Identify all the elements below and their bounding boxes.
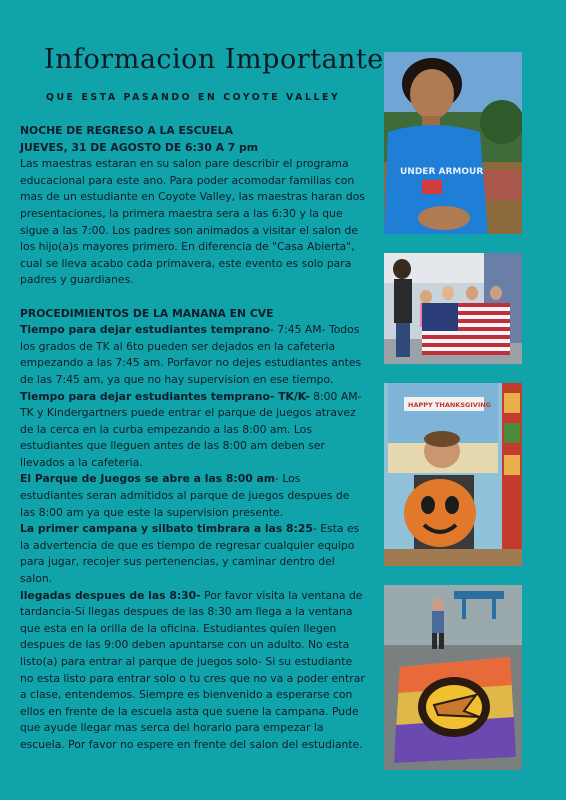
procedure-item <box>20 389 365 472</box>
procedure-text: - Los estudiantes seran admitidos al parque de juegos despues de las 8:00 am ya que este la supervision presente. <box>20 472 350 519</box>
photo-boy-holding-object <box>384 52 522 234</box>
shirt-logo-text: UNDER ARMOUR <box>400 167 484 177</box>
page-subtitle: QUE ESTA PASANDO EN COYOTE VALLEY <box>46 92 341 103</box>
page-title: Informacion Importante <box>44 44 384 75</box>
procedure-label: La primer campana y silbato timbrara a las 8:25 <box>20 522 313 536</box>
banner-text: HAPPY THANKSGIVING <box>408 401 492 409</box>
section-heading-back-to-school: NOCHE DE REGRESO A LA ESCUELA <box>20 124 233 137</box>
procedure-item <box>20 521 365 587</box>
procedure-item <box>20 471 365 521</box>
event-date: JUEVES, 31 DE AGOSTO DE 6:30 A 7 pm <box>20 140 258 154</box>
photo-students-with-flag <box>384 253 522 364</box>
photo-boy-with-pumpkin-art <box>384 383 522 566</box>
procedure-text: - Esta es la advertencia de que es tiempo de regresar cualquier equipo para jugar, recojer sus pertenencias, y caminar dentro del salon. <box>20 522 360 586</box>
procedure-label: El Parque de Juegos se abre a las 8:00 am <box>20 472 276 486</box>
main-content <box>20 123 365 754</box>
section-body-back-to-school: Las maestras estaran en su salon pare describir el programa educacional para este ano. Para poder acomodar familias con mas de un estudiante en Coyote Valley, las maestras haran dos presentaciones, la primera maestra sera a las 6:30 y la que sigue a las 7:00. Los padres son animados a visitar el salon de los hijo(a)s mayores primero. En diferencia de "Casa Abierta", cual se lleva acabo cada primavera, este evento es solo para padres y guardianes. <box>20 157 365 287</box>
photo-painted-playground-mural <box>384 585 522 770</box>
procedure-label: Tiempo para dejar estudiantes temprano- TK/K- <box>20 389 310 403</box>
procedure-text: Por favor visita la ventana de tardancia-Si llegas despues de las 8:30 am llega a la ventana que esta en la orilla de la oficina. Estudiantes quien llegen despues de las 9:00 deben apuntarse con un adulto. No esta listo(a) para entrar al parque de juegos solo- Si su estudiante no esta listo para entrar solo o tu cres que no va a poder entrar a clase, entendemos. Siempre es bienvenido a esperarse con ellos en frente de la escuela asta que suene la campana. Pude que ayude llegar mas serca del horario para empezar la escuela. Por favor no espere en frente del salon del estudiante. <box>20 588 365 751</box>
procedure-label: llegadas despues de las 8:30- <box>20 588 201 602</box>
procedure-item <box>20 588 365 754</box>
section-heading-morning-procedures: PROCEDIMIENTOS DE LA MANANA EN CVE <box>20 306 274 320</box>
procedure-text: - 7:45 AM- Todos los grados de TK al 6to pueden ser dejados en la cafeteria empezando a las 7:45 am. Porfavor no dejes estudiantes antes de las 7:45 am, ya que no hay supervision en ese tiempo. <box>20 323 362 386</box>
procedure-text: 8:00 AM- TK y Kindergartners puede entrar el parque de juegos atravez de la cerca en la curba empezando a las 8:00 am. Los estudiantes que lleguen antes de las 8:00 am deben ser llevados a la cafeteria. <box>20 389 362 469</box>
procedure-item <box>20 322 365 388</box>
procedure-label: Tiempo para dejar estudiantes temprano <box>20 323 270 337</box>
